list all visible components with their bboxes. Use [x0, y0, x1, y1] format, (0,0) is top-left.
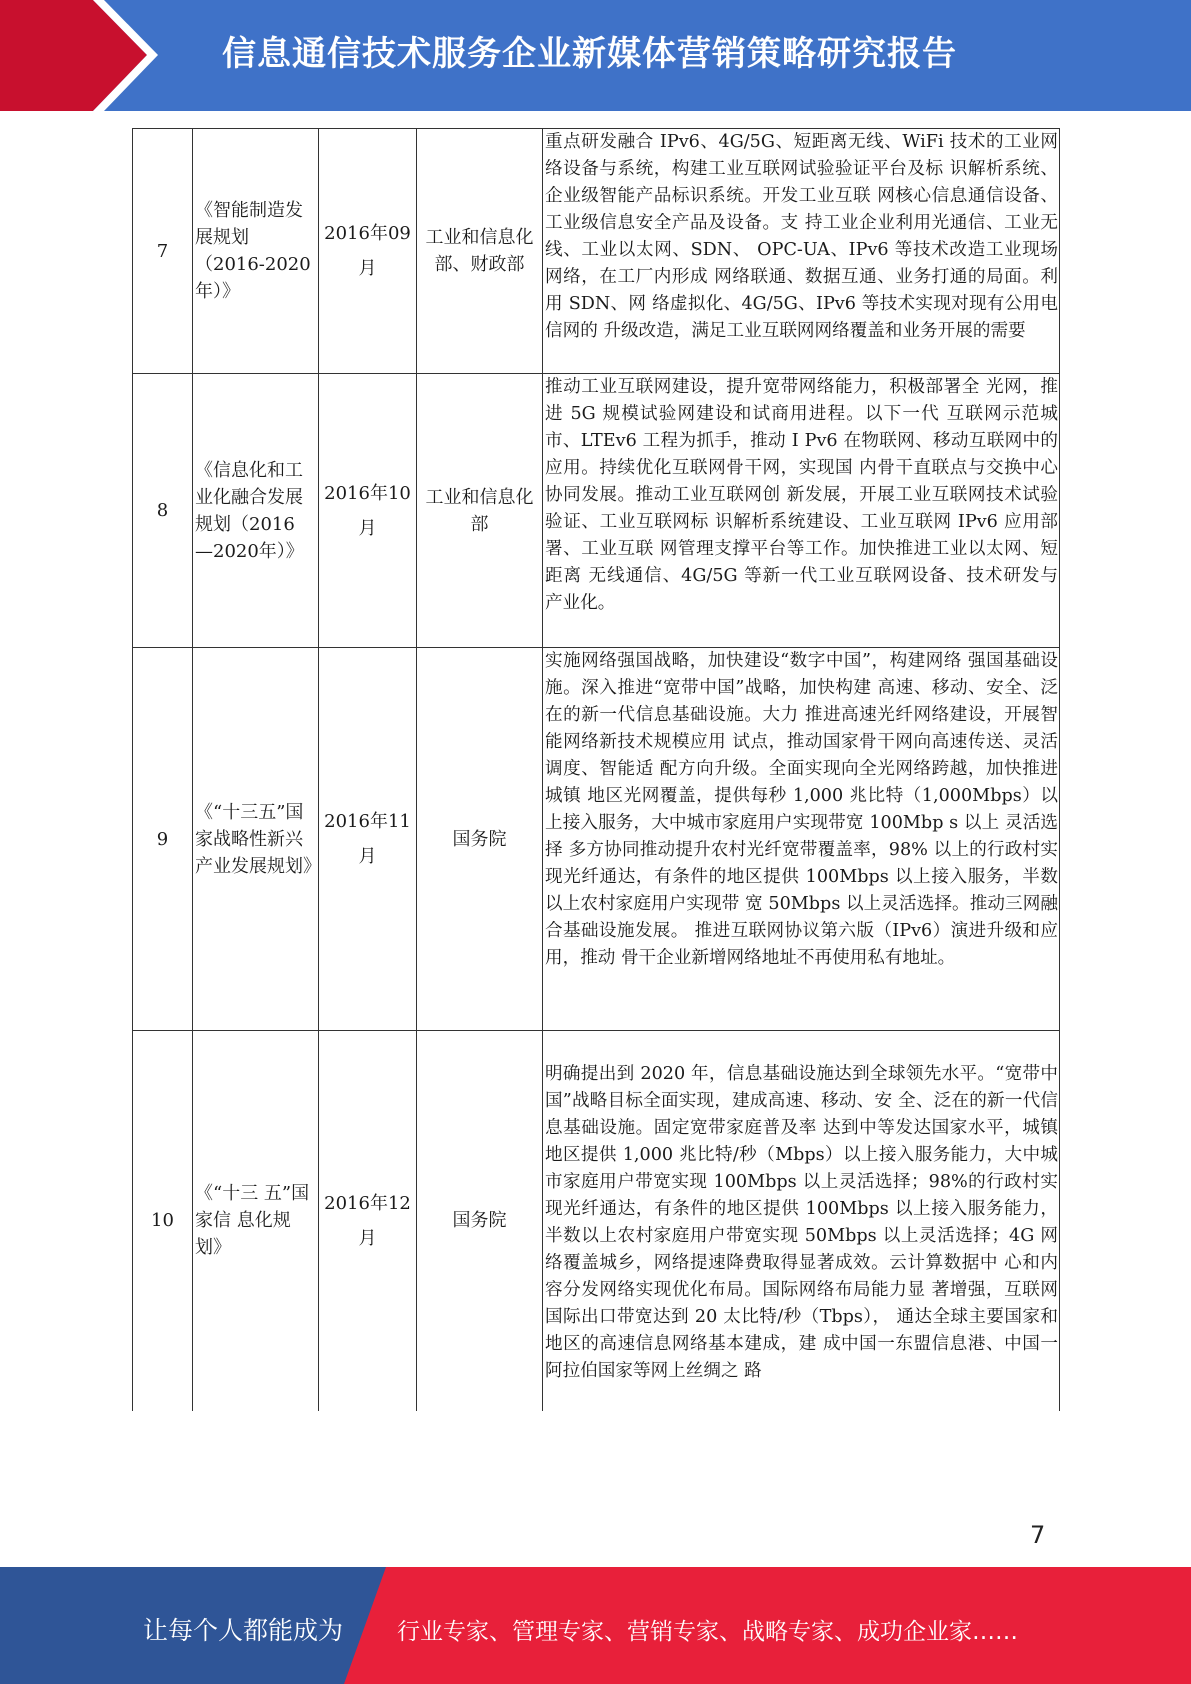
issuing-department: 工业和信息化部、财政部 — [417, 129, 543, 374]
policy-name: 《智能制造发展规划（2016-2020年）》 — [193, 129, 319, 374]
page-number: 7 — [1030, 1521, 1046, 1549]
footer-roles: 行业专家、管理专家、营销专家、战略专家、成功企业家…… — [397, 1619, 1018, 1645]
row-number: 7 — [133, 129, 193, 374]
issuing-department: 国务院 — [417, 1031, 543, 1411]
policy-name: 《信息化和工业化融合发展规划（2016 —2020年）》 — [193, 374, 319, 648]
policy-table — [132, 128, 1060, 1411]
report-title: 信息通信技术服务企业新媒体营销策略研究报告 — [222, 34, 957, 74]
issue-date: 2016年11月 — [319, 648, 417, 1031]
issue-date: 2016年09月 — [319, 129, 417, 374]
footer-slogan: 让每个人都能成为 — [143, 1616, 344, 1645]
row-number: 9 — [133, 648, 193, 1031]
report-footer — [0, 1567, 1191, 1684]
table-row — [133, 1031, 1060, 1411]
row-number: 10 — [133, 1031, 193, 1411]
table-row — [133, 648, 1060, 1031]
row-number: 8 — [133, 374, 193, 648]
issue-date: 2016年12月 — [319, 1031, 417, 1411]
issuing-department: 工业和信息化部 — [417, 374, 543, 648]
policy-name: 《“十三 五”国家信 息化规划》 — [193, 1031, 319, 1411]
header-arrow-graphic — [0, 0, 160, 111]
policy-name: 《“十三五”国家战略性新兴产业发展规划》 — [193, 648, 319, 1031]
policy-content: 重点研发融合 IPv6、4G/5G、短距离无线、WiFi 技术的工业网络设备与系统，构建工业互联网试验验证平台及标 识解析系统、企业级智能产品标识系统。开发工业互联 网核心信息通信设备、工业级信息安全产品及设备。支 持工业企业利用光通信、工业无线、工业以太网、SDN、 OPC-UA、IPv6 等技术改造工业现场网络，在工厂内形成 网络联通、数据互通、业务打通的局面。利用 SDN、网 络虚拟化、4G/5G、IPv6 等技术实现对现有公用电信网的 升级改造，满足工业互联网网络覆盖和业务开展的需要 — [543, 129, 1060, 374]
policy-content: 实施网络强国战略，加快建设“数字中国”，构建网络 强国基础设施。深入推进“宽带中国”战略，加快构建 高速、移动、安全、泛在的新一代信息基础设施。大力 推进高速光纤网络建设，开展智能网络新技术规模应用 试点，推动国家骨干网向高速传送、灵活调度、智能适 配方向升级。全面实现向全光网络跨越，加快推进城镇 地区光网覆盖，提供每秒 1,000 兆比特（1,000Mbps）以 上接入服务，大中城市家庭用户实现带宽 100Mbp s 以上 灵活选择 多方协同推动提升农村光纤宽带覆盖率，98% 以上的行政村实现光纤通达，有条件的地区提供 100Mbps 以上接入服务，半数以上农村家庭用户实现带 宽 50Mbps 以上灵活选择。推动三网融合基础设施发展。 推进互联网协议第六版（IPv6）演进升级和应用，推动 骨干企业新增网络地址不再使用私有地址。 — [543, 648, 1060, 1031]
policy-content: 推动工业互联网建设，提升宽带网络能力，积极部署全 光网，推进 5G 规模试验网建设和试商用进程。以下一代 互联网示范城市、LTEv6 工程为抓手，推动 I Pv6 在物联网、移动互联网中的应用。持续优化互联网骨干网，实现国 内骨干直联点与交换中心协同发展。推动工业互联网创 新发展，开展工业互联网技术试验验证、工业互联网标 识解析系统建设、工业互联网 IPv6 应用部署、工业互联 网管理支撑平台等工作。加快推进工业以太网、短距离 无线通信、4G/5G 等新一代工业互联网设备、技术研发与 产业化。 — [543, 374, 1060, 648]
issuing-department: 国务院 — [417, 648, 543, 1031]
report-header — [0, 0, 1191, 111]
issue-date: 2016年10月 — [319, 374, 417, 648]
table-row — [133, 374, 1060, 648]
table-row — [133, 129, 1060, 374]
policy-content: 明确提出到 2020 年，信息基础设施达到全球领先水平。“宽带中国”战略目标全面实现，建成高速、移动、安 全、泛在的新一代信息基础设施。固定宽带家庭普及率 达到中等发达国家水平，城镇地区提供 1,000 兆比特/秒（Mbps）以上接入服务能力，大中城市家庭用户带宽实现 100Mbps 以上灵活选择；98%的行政村实现光纤通达，有条件的地区提供 100Mbps 以上接入服务能力，半数以上农村家庭用户带宽实现 50Mbps 以上灵活选择；4G 网络覆盖城乡，网络提速降费取得显著成效。云计算数据中 心和内容分发网络实现优化布局。国际网络布局能力显 著增强，互联网国际出口带宽达到 20 太比特/秒（Tbps）， 通达全球主要国家和地区的高速信息网络基本建成，建 成中国一东盟信息港、中国一阿拉伯国家等网上丝绸之 路 — [543, 1031, 1060, 1411]
